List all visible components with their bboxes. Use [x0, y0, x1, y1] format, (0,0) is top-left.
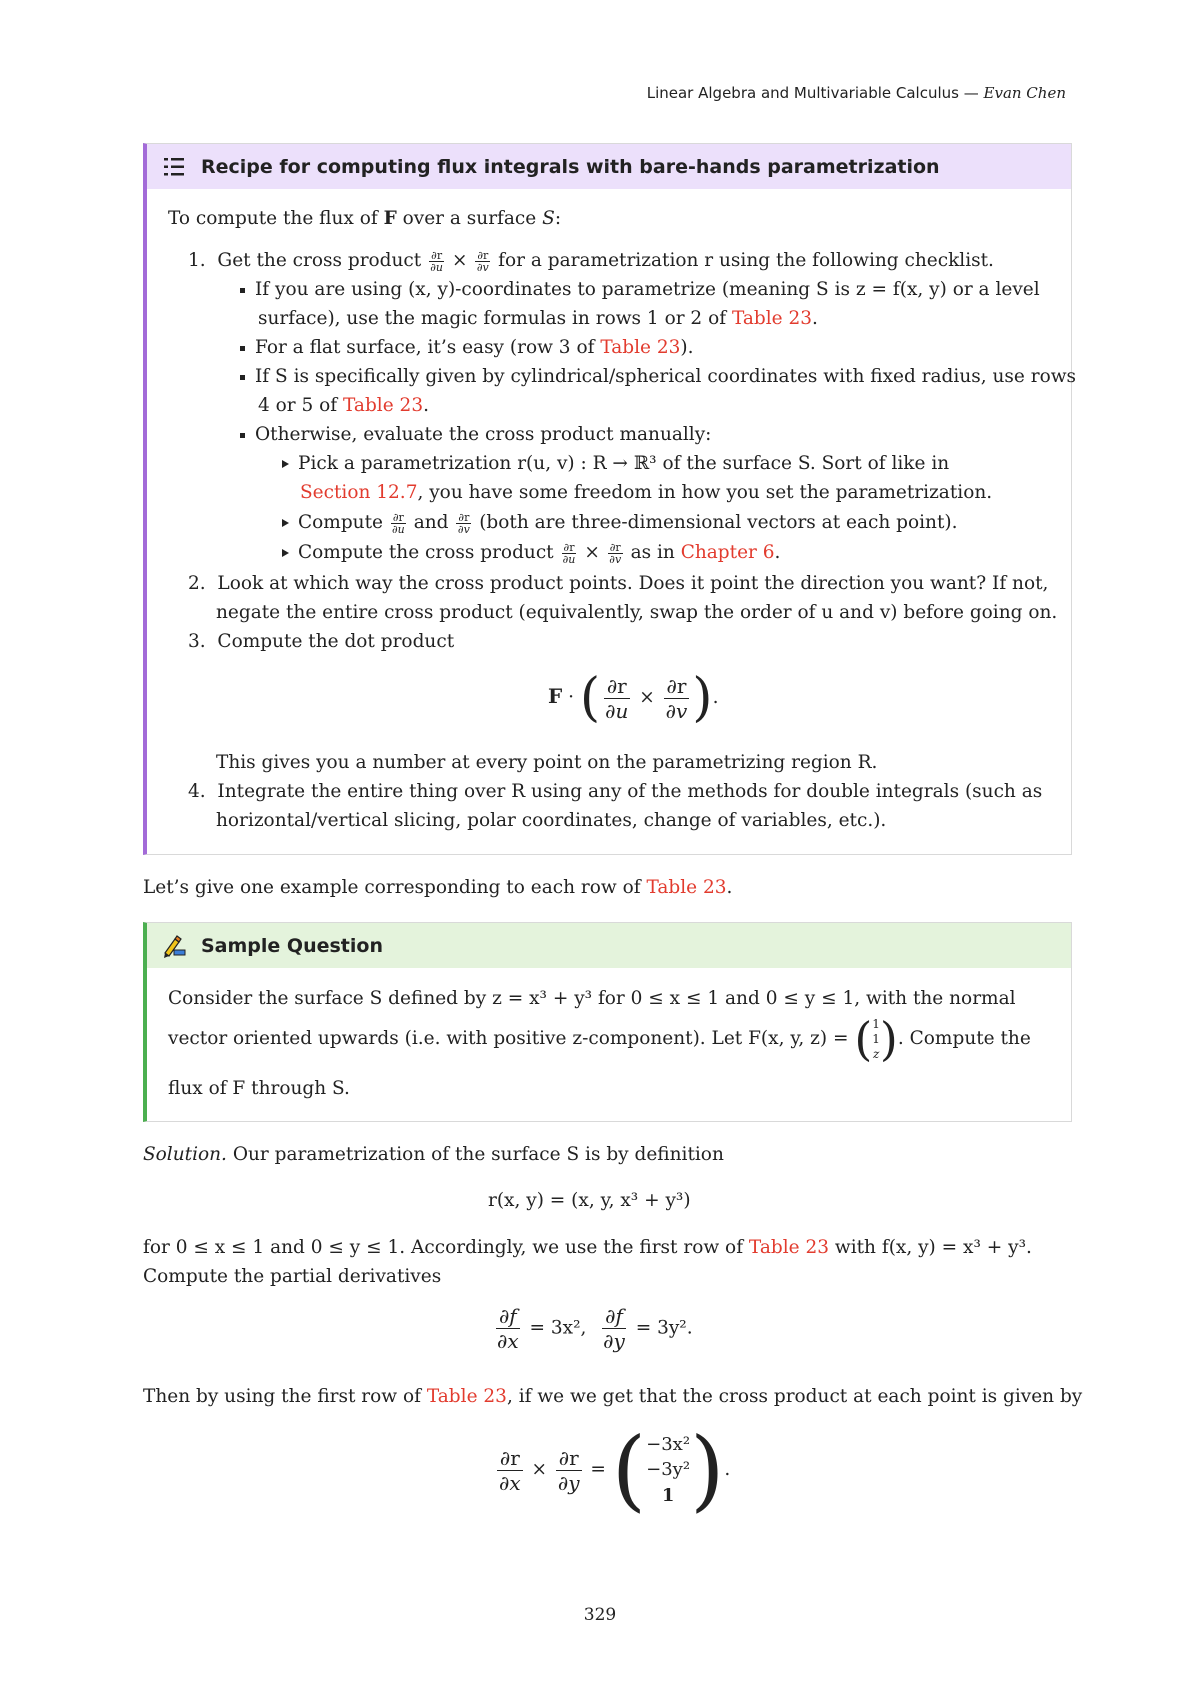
book-title: Linear Algebra and Multivariable Calculus [646, 84, 959, 102]
section-ref[interactable]: Section 12.7 [300, 482, 418, 503]
bullet-3-cont: 4 or 5 of Table 23. [258, 395, 429, 416]
bullet-4: Otherwise, evaluate the cross product manually: [240, 420, 711, 449]
pencil-ruler-icon [161, 933, 187, 959]
recipe-intro: To compute the flux of F over a surface S: [168, 208, 562, 229]
sub-bullet-1-cont: Section 12.7, you have some freedom in how you set the parametrization. [300, 482, 993, 503]
table-ref[interactable]: Table 23 [748, 1237, 829, 1258]
list-icon [161, 154, 187, 180]
bullet-2: For a flat surface, it’s easy (row 3 of Table 23). [240, 333, 694, 362]
solution-label: Solution. [143, 1144, 227, 1165]
step-3: 3. Compute the dot product [188, 631, 455, 652]
step-3-after: This gives you a number at every point on the parametrizing region R. [216, 752, 878, 773]
sample-line-3: flux of F through S. [168, 1078, 350, 1099]
sub-bullet-1: Pick a parametrization r(u, v) : R → ℝ³ of the surface S. Sort of like in [282, 449, 949, 478]
recipe-title: Recipe for computing flux integrals with bare-hands parametrization [201, 155, 940, 178]
chapter-ref[interactable]: Chapter 6 [680, 542, 775, 563]
recipe-header [147, 144, 1071, 189]
solution-line-3: Compute the partial derivatives [143, 1266, 442, 1287]
partial-derivatives-equation: $\frac{\partial f}{\partial x}$ = 3x², $\frac{\partial f}{\partial y}$ = 3y². [497, 1304, 693, 1353]
step-4-cont: horizontal/vertical slicing, polar coordinates, change of variables, etc.). [216, 810, 887, 831]
bullet-3: If S is specifically given by cylindrical/spherical coordinates with fixed radius, use rows [240, 362, 1076, 391]
cross-product-equation: $\frac{\partial r}{\partial x}$ × $\frac{\partial r}{\partial y}$ = ( −3x² −3y² 1 ). [494, 1426, 730, 1514]
bullet-1: If you are using (x, y)-coordinates to parametrize (meaning S is z = f(x, y) or a level [240, 275, 1040, 304]
sample-line-1: Consider the surface S defined by z = x³ + y³ for 0 ≤ x ≤ 1 and 0 ≤ y ≤ 1, with the normal [168, 988, 1016, 1009]
solution-line-4: Then by using the first row of Table 23, if we we get that the cross product at each point is given by [143, 1386, 1083, 1407]
step-2-cont: negate the entire cross product (equivalently, swap the order of u and v) before going on. [216, 602, 1058, 623]
dot-product-equation: F · ( $\frac{\partial r}{\partial u}$ × $\frac{\partial r}{\partial v}$ ). [548, 668, 719, 728]
sub-bullet-3: Compute the cross product $\frac{\partial r}{\partial u}$ × $\frac{\partial r}{\partial v}$ as in Chapter 6. [282, 538, 780, 567]
sample-title: Sample Question [201, 934, 383, 957]
sample-line-2: vector oriented upwards (i.e. with positive z-component). Let F(x, y, z) = ( 1 1 z ). Compute the [168, 1012, 1031, 1066]
bridge-paragraph: Let’s give one example corresponding to each row of Table 23. [143, 877, 733, 898]
table-ref[interactable]: Table 23 [343, 395, 424, 416]
bullet-1-cont: surface), use the magic formulas in rows 1 or 2 of Table 23. [258, 308, 818, 329]
step-4: 4. Integrate the entire thing over R using any of the methods for double integrals (such as [188, 781, 1043, 802]
page-number: 329 [583, 1605, 617, 1625]
table-ref[interactable]: Table 23 [600, 337, 681, 358]
step-2: 2. Look at which way the cross product points. Does it point the direction you want? If not, [188, 573, 1049, 594]
table-ref[interactable]: Table 23 [731, 308, 813, 329]
sample-header [147, 923, 1071, 968]
table-ref[interactable]: Table 23 [646, 877, 727, 898]
sub-bullet-2: Compute $\frac{\partial r}{\partial u}$ and $\frac{\partial r}{\partial v}$ (both are three-dimensional vectors at each point). [282, 508, 958, 537]
table-ref[interactable]: Table 23 [426, 1386, 507, 1407]
parametrization-equation: r(x, y) = (x, y, x³ + y³) [488, 1190, 691, 1211]
author: Evan Chen [983, 84, 1066, 102]
running-head: Linear Algebra and Multivariable Calculus — Evan Chen [646, 84, 1066, 102]
solution-line-2: for 0 ≤ x ≤ 1 and 0 ≤ y ≤ 1. Accordingly, we use the first row of Table 23 with f(x, y) = x³ + y³. [143, 1237, 1032, 1258]
solution-line-1: Solution. Our parametrization of the surface S is by definition [143, 1144, 724, 1165]
step-1: 1. Get the cross product $\frac{\partial r}{\partial u}$ × $\frac{\partial r}{\partial v}$ for a parametrization r using the following checklist. [188, 248, 994, 274]
